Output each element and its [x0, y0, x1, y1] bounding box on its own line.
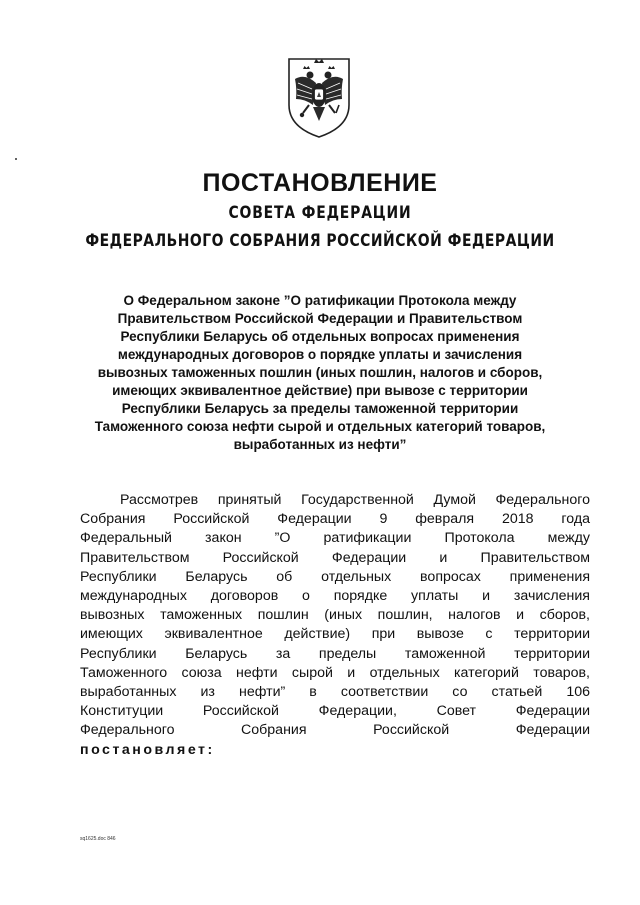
- subject-line: О Федеральном законе ”О ратификации Протокола между: [123, 293, 517, 308]
- body-line: выработанных из нефти” в соответствии со статьей 106: [80, 684, 590, 701]
- resolution-body: [80, 491, 590, 760]
- resolution-subject: [66, 292, 574, 454]
- russian-coat-of-arms-emblem: [283, 55, 355, 139]
- issuer-line-1: СОВЕТА ФЕДЕРАЦИИ: [228, 203, 412, 223]
- subject-line: Республики Беларусь за пределы таможенной территории: [121, 401, 519, 416]
- body-line: Федеральный закон ”О ратификации Протокола между: [80, 530, 590, 547]
- body-line: Таможенного союза нефти сырой и отдельных категорий товаров,: [80, 664, 590, 681]
- body-line: Республики Беларусь за пределы таможенной территории: [80, 645, 590, 662]
- subject-line: Правительством Российской Федерации и Правительством: [117, 311, 523, 326]
- body-line: Конституции Российской Федерации, Совет Федерации: [80, 703, 590, 720]
- document-title: ПОСТАНОВЛЕНИЕ: [202, 169, 438, 197]
- subject-line: Республики Беларусь об отдельных вопросах применения: [120, 329, 520, 344]
- subject-line: имеющих эквивалентное действие) при вывозе с территории: [112, 383, 528, 398]
- issuer-line-2: ФЕДЕРАЛЬНОГО СОБРАНИЯ РОССИЙСКОЙ ФЕДЕРАЦИИ: [85, 231, 555, 251]
- subject-line: вывозных таможенных пошлин (иных пошлин, налогов и сборов,: [97, 365, 543, 380]
- body-line: имеющих эквивалентное действие) при вывозе с территории: [80, 626, 590, 643]
- subject-line: международных договоров о порядке уплаты и зачисления: [117, 347, 523, 362]
- body-line: Собрания Российской Федерации 9 февраля 2018 года: [80, 511, 590, 528]
- document-code: sq1625.doc 846: [80, 836, 116, 842]
- subject-line: выработанных из нефти”: [233, 437, 407, 452]
- subject-line: Таможенного союза нефти сырой и отдельных категорий товаров,: [94, 419, 546, 434]
- body-line: вывозных таможенных пошлин (иных пошлин, налогов и сборов,: [80, 607, 590, 624]
- body-line: Рассмотрев принятый Государственной Думой Федерального: [120, 492, 590, 508]
- body-line: Республики Беларусь об отдельных вопросах применения: [80, 568, 590, 585]
- body-line: международных договоров о порядке уплаты и зачисления: [80, 588, 590, 605]
- body-line: Правительством Российской Федерации и Правительством: [80, 549, 590, 566]
- resolves-word: постановляет:: [80, 741, 215, 758]
- body-line: Федерального Собрания Российской Федерации: [80, 722, 590, 739]
- stray-dot: [15, 158, 17, 160]
